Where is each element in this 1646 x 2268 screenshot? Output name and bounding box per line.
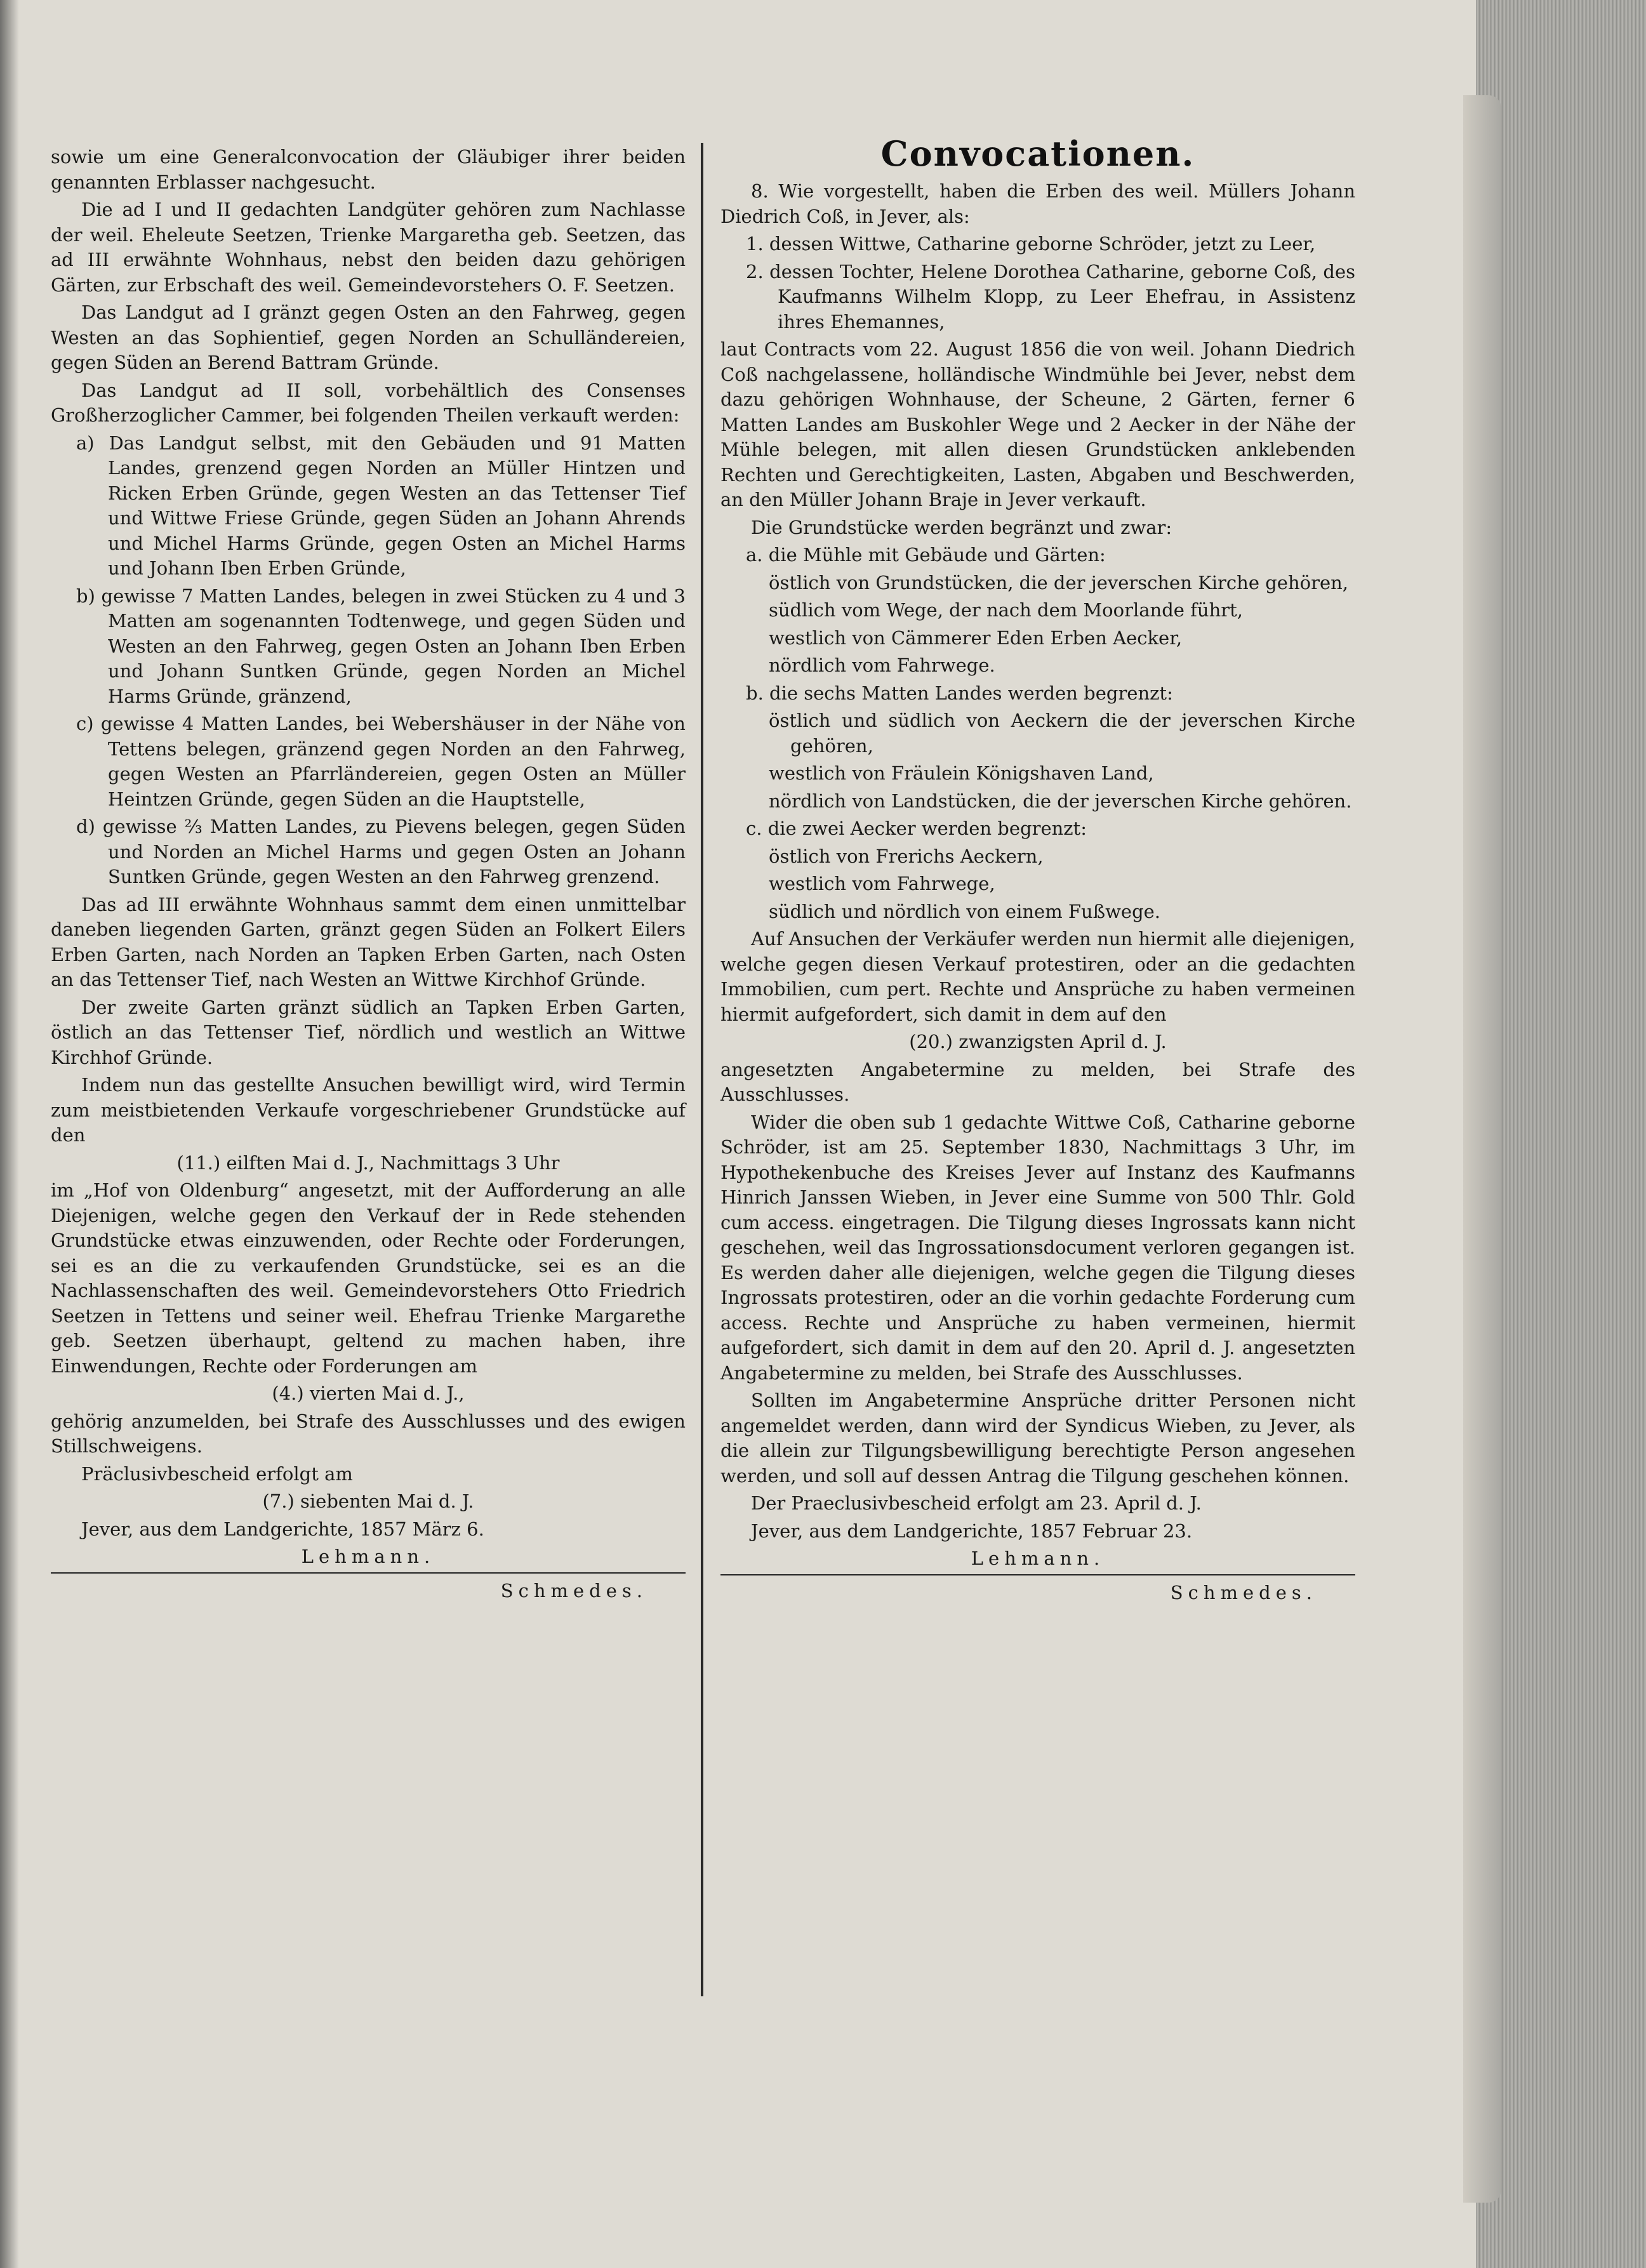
right-c-line-1: östlich von Frerichs Aeckern,	[769, 845, 1044, 867]
left-item-c: c) gewisse 4 Matten Landes, bei Webershäuser in der Nähe von Tettens belegen, gränzend gegen Norden an den Fahrweg, gegen Westen an Pfarrländereien, gegen Osten an Müller Heintzen Gründe, gegen Süden an die Hauptstelle,	[76, 713, 686, 810]
right-heir-2: 2. dessen Tochter, Helene Dorothea Catharine, geborne Coß, des Kaufmanns Wilhelm Klopp, zu Leer Ehefrau, in Assistenz ihres Ehemannes,	[746, 260, 1355, 333]
right-a-line-4: nördlich vom Fahrwege.	[769, 654, 995, 676]
left-signature-rule	[51, 1572, 686, 1574]
left-signature-1: Lehmann.	[301, 1546, 435, 1567]
left-paragraph-3: Das Landgut ad I gränzt gegen Osten an den Fahrweg, gegen Westen an das Sophientief, gegen Norden an Schulländereien, gegen Süden an Berend Battram Gründe.	[51, 302, 686, 373]
right-c-line-3: südlich und nördlich von einem Fußwege.	[769, 900, 1161, 922]
right-b-line-2: westlich von Fräulein Königshaven Land,	[769, 762, 1154, 784]
right-a-line-2: südlich vom Wege, der nach dem Moorlande führt,	[769, 599, 1243, 621]
right-intro: 8. Wie vorgestellt, haben die Erben des weil. Müllers Johann Diedrich Coß, in Jever, als:	[720, 180, 1355, 227]
left-paragraph-2: Die ad I und II gedachten Landgüter gehören zum Nachlasse der weil. Eheleute Seetzen, Trienke Margaretha geb. Seetzen, das ad III erwähnte Wohnhaus, nebst den beiden dazu gehörigen Gärten, zur Erbschaft des weil. Gemeindevorstehers O. F. Seetzen.	[51, 199, 686, 296]
right-request: Auf Ansuchen der Verkäufer werden nun hiermit alle diejenigen, welche gegen diesen Verkauf protestiren, oder an die gedachten Immobilien, cum pert. Rechte und Ansprüche zu haben vermeinen hiermit aufgefordert, sich damit in dem auf den	[720, 928, 1355, 1025]
right-a-title: a. die Mühle mit Gebäude und Gärten:	[746, 544, 1106, 566]
column-divider	[701, 143, 703, 1996]
right-contract: laut Contracts vom 22. August 1856 die von weil. Johann Diedrich Coß nachgelassene, holländische Windmühle bei Jever, nebst dem dazu gehörigen Wohnhause, der Scheune, 2 Gärten, ferner 6 Matten Landes am Buskohler Wege und 2 Aecker in der Nähe der Mühle belegen, mit allen diesen Grundstücken anklebenden Rechten und Gerechtigkeiten, Lasten, Abgaben und Beschwerden, an den Müller Johann Braje in Jever verkauft.	[720, 338, 1355, 510]
left-column	[51, 145, 686, 1606]
left-date-1: (11.) eilften Mai d. J., Nachmittags 3 Uhr	[176, 1151, 560, 1174]
right-place-date: Jever, aus dem Landgerichte, 1857 Februar 23.	[751, 1520, 1193, 1542]
left-place-date: Jever, aus dem Landgerichte, 1857 März 6.	[81, 1518, 484, 1540]
left-paragraph-9: gehörig anzumelden, bei Strafe des Ausschlusses und des ewigen Stillschweigens.	[51, 1410, 686, 1457]
right-column	[720, 133, 1355, 1608]
left-paragraph-7: Indem nun das gestellte Ansuchen bewilligt wird, wird Termin zum meistbietenden Verkaufe vorgeschriebener Grundstücke auf den	[51, 1074, 686, 1146]
book-page-edges	[1476, 0, 1646, 2268]
left-paragraph-4: Das Landgut ad II soll, vorbehältlich des Consenses Großherzoglicher Cammer, bei folgenden Theilen verkauft werden:	[51, 379, 686, 426]
right-bounds-intro: Die Grundstücke werden begränzt und zwar:	[751, 516, 1172, 538]
left-item-d: d) gewisse ⅔ Matten Landes, zu Pievens belegen, gegen Süden und Norden an Michel Harms und gegen Osten an Johann Suntken Gründe, gegen Westen an den Fahrweg grenzend.	[76, 816, 686, 887]
right-preclusion: Der Praeclusivbescheid erfolgt am 23. April d. J.	[751, 1492, 1202, 1514]
right-b-line-3: nördlich von Landstücken, die der jeverschen Kirche gehören.	[769, 790, 1352, 812]
left-paragraph-1: sowie um eine Generalconvocation der Gläubiger ihrer beiden genannten Erblasser nachgesucht.	[51, 146, 686, 193]
left-paragraph-8: im „Hof von Oldenburg“ angesetzt, mit der Aufforderung an alle Diejenigen, welche gegen den Verkauf der in Rede stehenden Grundstücke etwas einzuwenden, oder Rechte oder Forderungen, sei es an die zu verkaufenden Grundstücke, sei es an die Nachlassenschaften des weil. Gemeindevorstehers Otto Friedrich Seetzen in Tettens und seiner weil. Ehefrau Trienke Margarethe geb. Seetzen überhaupt, geltend zu machen haben, ihre Einwendungen, Rechte oder Forderungen am	[51, 1179, 686, 1377]
left-signature-2: Schmedes.	[500, 1579, 647, 1602]
page-gutter-shadow	[0, 0, 19, 2268]
right-a-line-3: westlich von Cämmerer Eden Erben Aecker,	[769, 627, 1183, 649]
left-date-3: (7.) siebenten Mai d. J.	[262, 1490, 474, 1512]
right-syndicus: Sollten im Angabetermine Ansprüche dritter Personen nicht angemeldet werden, dann wird der Syndicus Wieben, zu Jever, als die allein zur Tilgungsbewilligung berechtigte Person angesehen werden, und soll auf dessen Antrag die Tilgung geschehen können.	[720, 1389, 1355, 1487]
right-a-line-1: östlich von Grundstücken, die der jeverschen Kirche gehören,	[769, 571, 1349, 594]
right-c-line-2: westlich vom Fahrwege,	[769, 873, 995, 894]
right-signature-rule	[720, 1574, 1355, 1575]
right-heir-1: 1. dessen Wittwe, Catharine geborne Schröder, jetzt zu Leer,	[746, 233, 1316, 255]
book-block-edge	[1463, 95, 1501, 2203]
right-deadline: angesetzten Angabetermine zu melden, bei Strafe des Ausschlusses.	[720, 1058, 1355, 1105]
left-paragraph-10: Präclusivbescheid erfolgt am	[81, 1462, 353, 1485]
section-heading: Convocationen.	[880, 133, 1195, 174]
right-signature-2: Schmedes.	[1170, 1581, 1317, 1603]
right-signature-1: Lehmann.	[971, 1548, 1105, 1569]
left-paragraph-6: Der zweite Garten gränzt südlich an Tapken Erben Garten, östlich an das Tettenser Tief, nördlich und westlich an Wittwe Kirchhof Gründe.	[51, 996, 686, 1068]
left-item-b: b) gewisse 7 Matten Landes, belegen in zwei Stücken zu 4 und 3 Matten am sogenannten Todtenwege, und gegen Süden und Westen an den Fahrweg, gegen Osten an Johann Iben Erben und Johann Suntken Gründe, gegen Norden an Michel Harms Gründe, gränzend,	[76, 585, 686, 707]
left-item-a: a) Das Landgut selbst, mit den Gebäuden und 91 Matten Landes, grenzend gegen Norden an Müller Hintzen und Ricken Erben Gründe, gegen Westen an das Tettenser Tief und Wittwe Friese Gründe, gegen Süden an Johann Ahrends und Michel Harms Gründe, gegen Osten an Michel Harms und Johann Iben Erben Gründe,	[76, 432, 686, 579]
right-b-title: b. die sechs Matten Landes werden begrenzt:	[746, 682, 1173, 704]
right-b-line-1: östlich und südlich von Aeckern die der jeverschen Kirche gehören,	[769, 710, 1355, 757]
right-c-title: c. die zwei Aecker werden begrenzt:	[746, 818, 1087, 839]
right-mortgage: Wider die oben sub 1 gedachte Wittwe Coß, Catharine geborne Schröder, ist am 25. September 1830, Nachmittags 3 Uhr, im Hypothekenbuche des Kreises Jever auf Instanz des Kaufmanns Hinrich Janssen Wieben, in Jever eine Summe von 500 Thlr. Gold cum access. eingetragen. Die Tilgung dieses Ingrossats kann nicht geschehen, weil das Ingrossationsdocument verloren gegangen ist. Es werden daher alle diejenigen, welche gegen die Tilgung dieses Ingrossats protestiren, oder an die vorhin gedachte Forderung cum access. Rechte und Ansprüche zu haben vermeinen, hiermit aufgefordert, sich damit in dem auf den 20. April d. J. angesetzten Angabetermine zu melden, bei Strafe des Ausschlusses.	[720, 1111, 1355, 1384]
left-date-2: (4.) vierten Mai d. J.,	[272, 1383, 465, 1404]
right-date: (20.) zwanzigsten April d. J.	[909, 1031, 1167, 1052]
left-paragraph-5: Das ad III erwähnte Wohnhaus sammt dem einen unmittelbar daneben liegenden Garten, gränzt gegen Süden an Folkert Eilers Erben Garten, nach Norden an Tapken Erben Garten, nach Osten an das Tettenser Tief, nach Westen an Wittwe Kirchhof Gründe.	[51, 893, 686, 990]
